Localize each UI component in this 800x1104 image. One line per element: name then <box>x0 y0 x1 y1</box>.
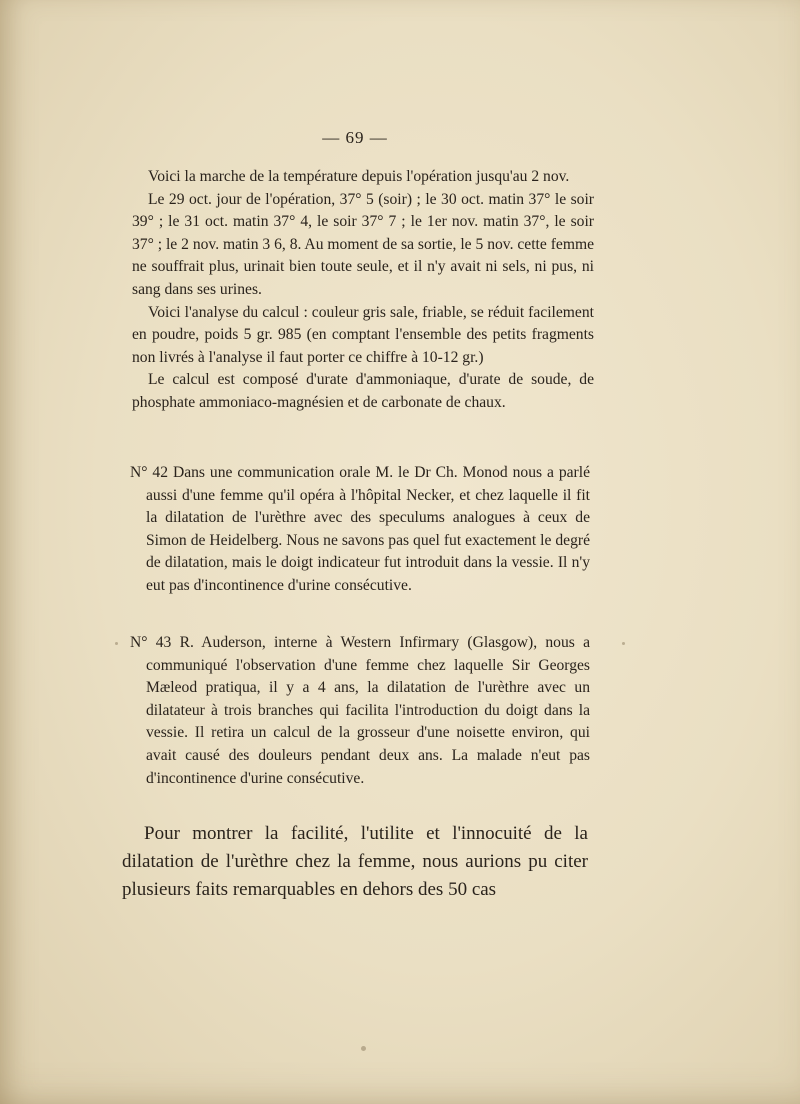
ink-speck <box>361 1046 366 1051</box>
case-entry-42 <box>130 462 590 598</box>
case-entry-text: N° 43 R. Auderson, interne à Western Infirmary (Glasgow), nous a communiqué l'observation d'une femme chez laquelle Sir Georges Mæleod pratiqua, il y a 4 ans, la dilatation de l'urèthre avec un dilatateur à trois branches qui facilita l'introduction du doigt dans la vessie. Il retira un calcul de la grosseur d'une noisette environ, qui avait causé des douleurs pendant deux ans. La malade n'eut pas d'incontinence d'urine consécutive. <box>130 634 590 787</box>
case-entry-text: N° 42 Dans une communication orale M. le Dr Ch. Monod nous a parlé aussi d'une femme qu'il opéra à l'hôpital Necker, et chez laquelle il fit la dilatation de l'urèthre avec des speculums analogues à ceux de Simon de Heidelberg. Nous ne savons pas quel fut exactement le degré de dilatation, mais le doigt indicateur fut introduit dans la vessie. Il n'y eut pas d'incontinence d'urine consécutive. <box>130 464 590 594</box>
ink-speck <box>115 642 118 645</box>
temperature-intro: Voici la marche de la température depuis l'opération jusqu'au 2 nov. <box>148 168 570 185</box>
temperature-section <box>132 166 594 415</box>
page-number: — 69 — <box>322 128 388 147</box>
case-entry-43 <box>130 632 590 790</box>
ink-speck <box>622 642 625 645</box>
calculus-composition: Le calcul est composé d'urate d'ammoniaque, d'urate de soude, de phosphate ammoniaco-magnésien et de carbonate de chaux. <box>132 371 594 411</box>
closing-text: Pour montrer la facilité, l'utilite et l'innocuité de la dilatation de l'urèthre chez la femme, nous aurions pu citer plusieurs faits remarquables en dehors des 50 cas <box>122 823 588 900</box>
temperature-readings: Le 29 oct. jour de l'opération, 37° 5 (soir) ; le 30 oct. matin 37° le soir 39° ; le 31 oct. matin 37° 4, le soir 37° 7 ; le 1er nov. matin 37°, le soir 37° ; le 2 nov. matin 3 6, 8. Au moment de sa sortie, le 5 nov. cette femme ne souffrait plus, urinait bien toute seule, et il n'y avait ni sels, ni pus, ni sang dans ses urines. <box>132 190 594 298</box>
closing-paragraph <box>122 820 588 904</box>
calculus-analysis: Voici l'analyse du calcul : couleur gris sale, friable, se réduit facilement en poudre, poids 5 gr. 985 (en comptant l'ensemble des petits fragments non livrés à l'analyse il faut porter ce chiffre à 10-12 gr.) <box>132 303 594 366</box>
